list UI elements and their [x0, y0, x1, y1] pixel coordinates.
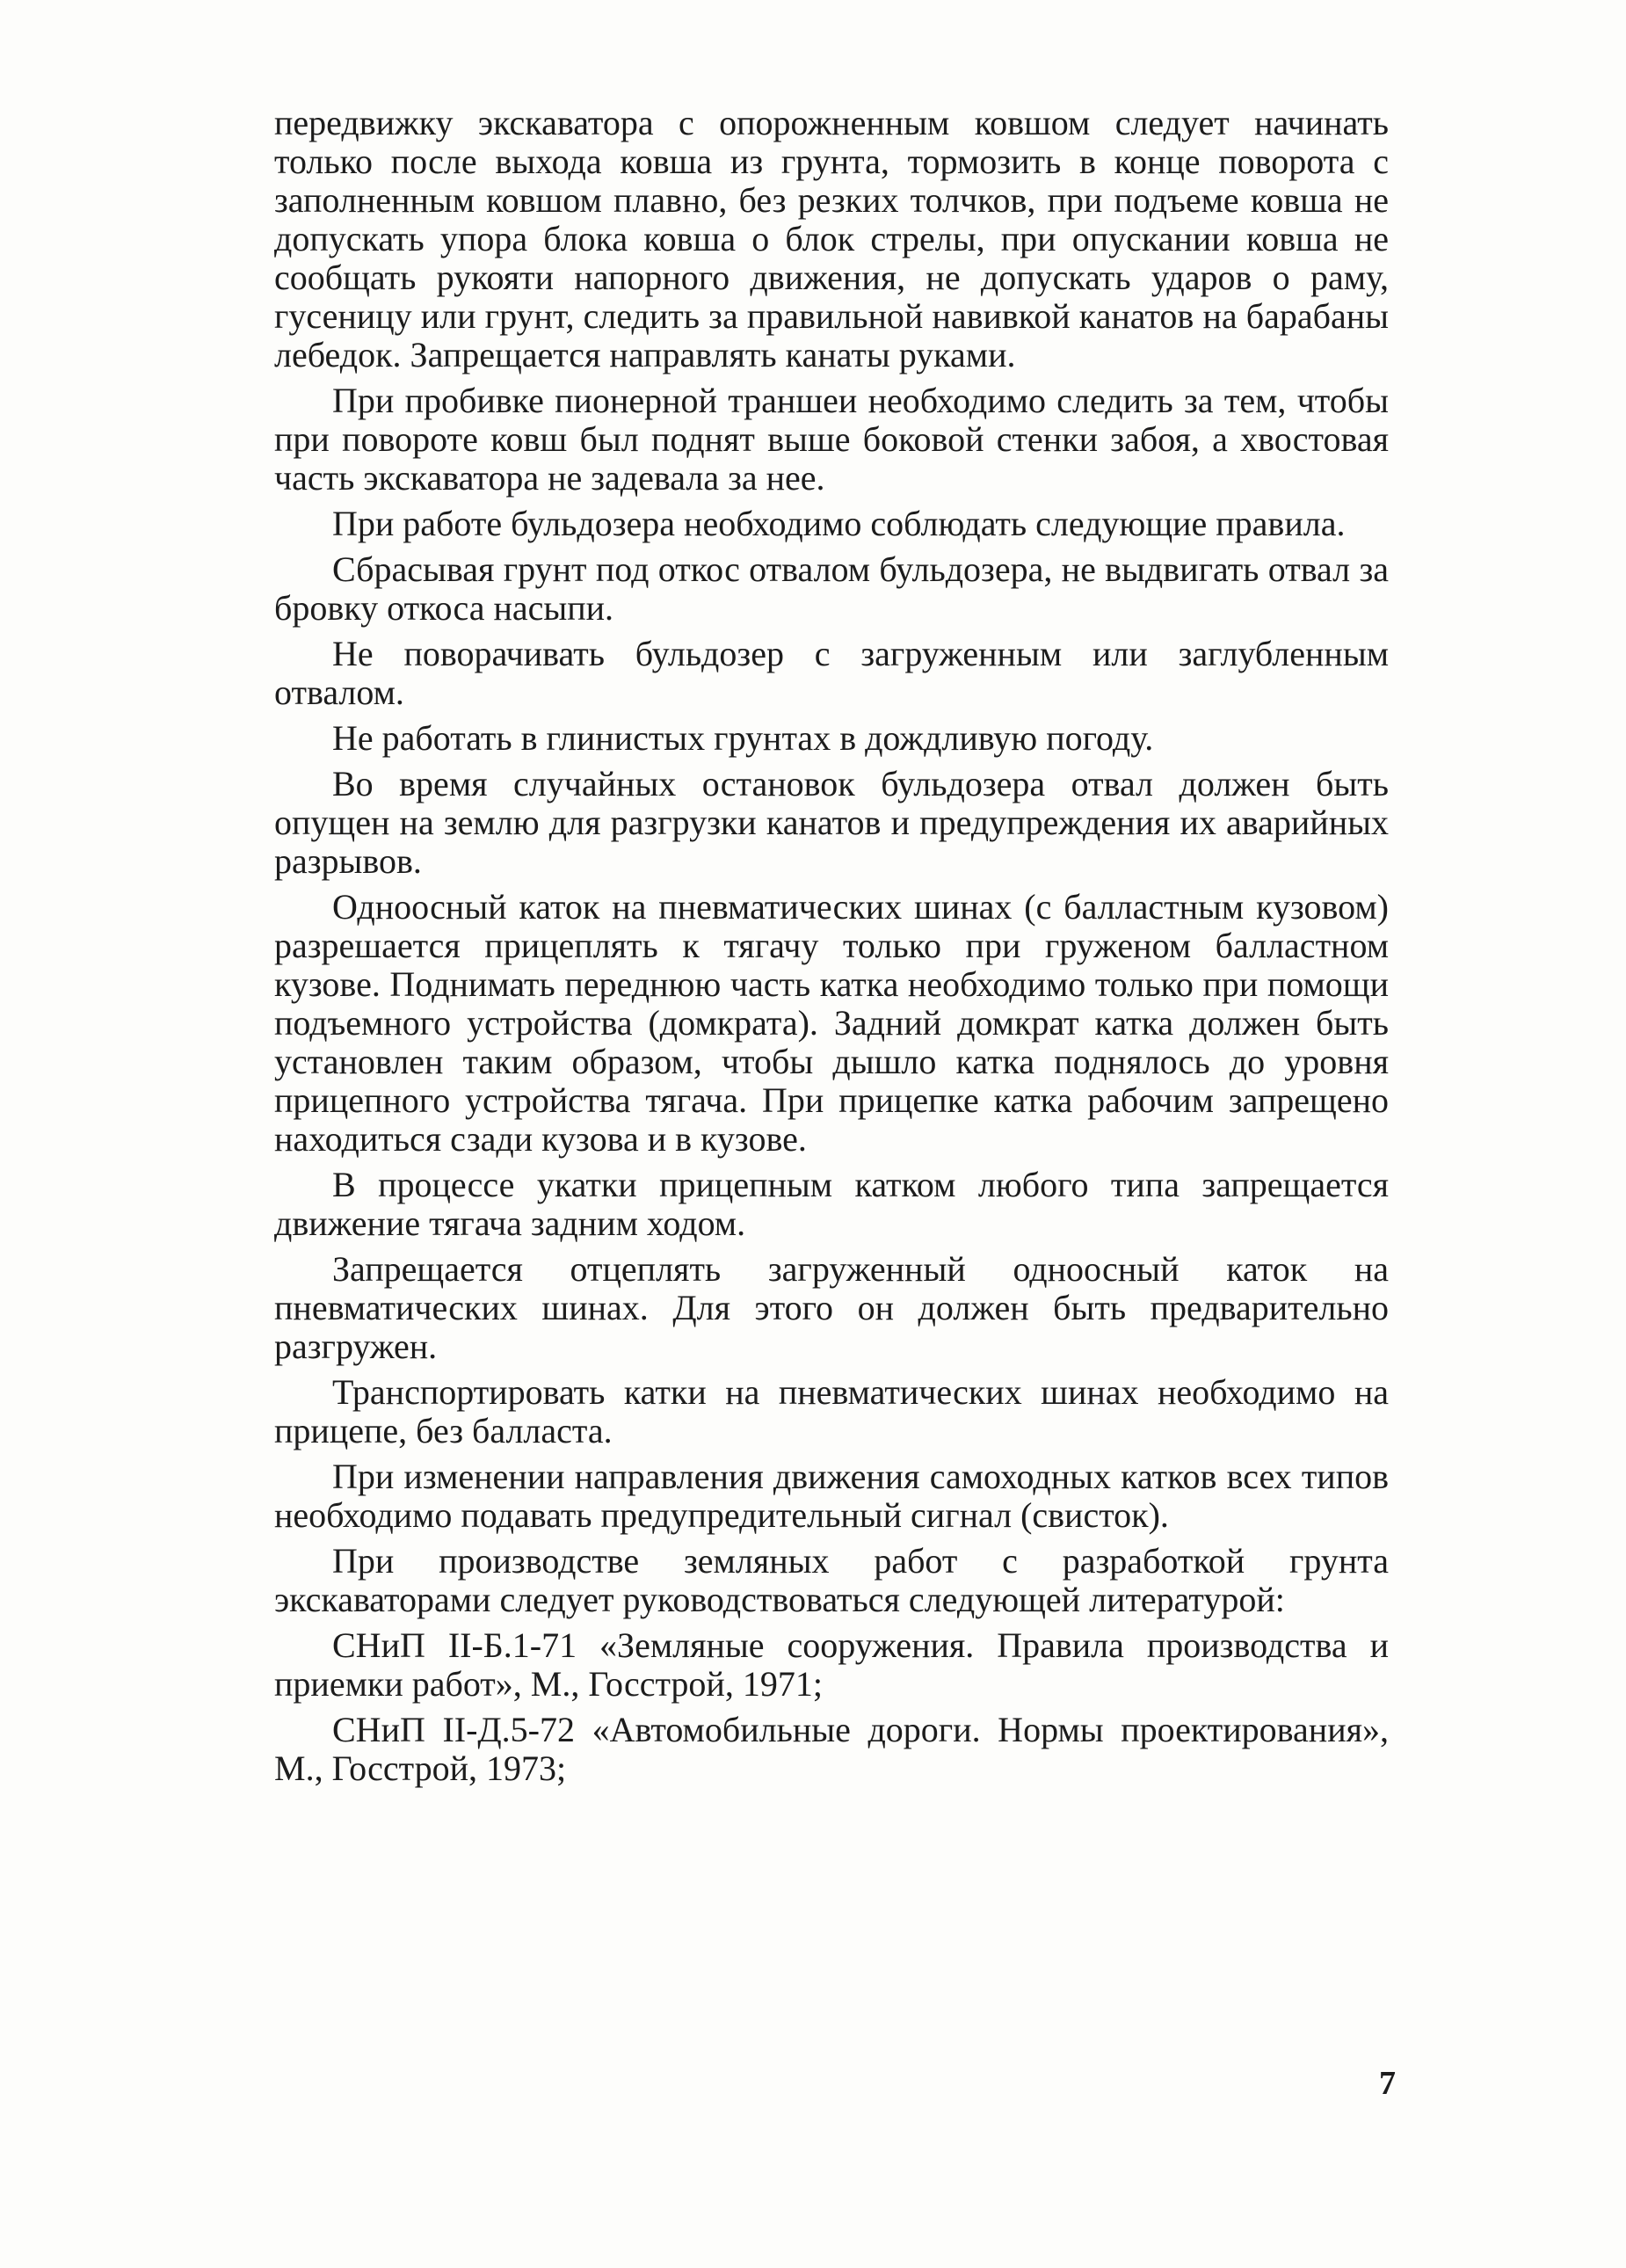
paragraph: При работе бульдозера необходимо соблюдать следующие правила. — [332, 504, 1346, 543]
paragraph: В процессе укатки прицепным катком любого типа запрещается движение тягача задним ходом. — [274, 1165, 1389, 1243]
reference-item: СНиП II-Б.1-71 «Земляные сооружения. Правила производства и приемки работ», М., Госстрой, 1971; — [274, 1625, 1389, 1704]
paragraph: При изменении направления движения самоходных катков всех типов необходимо подавать предупредительный сигнал (свисток). — [274, 1457, 1389, 1535]
paragraph: передвижку экскаватора с опорожненным ковшом следует начинать только после выхода ковша из грунта, тормозить в конце поворота с заполненным ковшом плавно, без резких толчков, при подъеме ковша не допускать упора блока ковша о блок стрелы, при опускании ковша не сообщать рукояти напорного движения, не допускать ударов о раму, гусеницу или грунт, следить за правильной навивкой канатов на барабаны лебедок. Запрещается направлять канаты руками. — [274, 103, 1389, 374]
body-text — [274, 104, 1389, 1795]
paragraph: Не работать в глинистых грунтах в дождливую погоду. — [332, 718, 1154, 758]
page-number: 7 — [1379, 2065, 1396, 2102]
paragraph: Запрещается отцеплять загруженный одноосный каток на пневматических шинах. Для этого он должен быть предварительно разгружен. — [274, 1249, 1389, 1366]
paragraph: Во время случайных остановок бульдозера отвал должен быть опущен на землю для разгрузки канатов и предупреждения их аварийных разрывов. — [274, 764, 1389, 881]
paragraph: Транспортировать катки на пневматических шинах необходимо на прицепе, без балласта. — [274, 1372, 1389, 1450]
paragraph: Одноосный каток на пневматических шинах (с балластным кузовом) разрешается прицеплять к тягачу только при груженом балластном кузове. Поднимать переднюю часть катка необходимо только при помощи подъемного устройства (домкрата). Задний домкрат катка должен быть установлен таким образом, чтобы дышло катка поднялось до уровня прицепного устройства тягача. При прицепке катка рабочим запрещено находиться сзади кузова и в кузове. — [274, 887, 1389, 1159]
reference-item: СНиП II-Д.5-72 «Автомобильные дороги. Нормы проектирования», М., Госстрой, 1973; — [274, 1710, 1389, 1788]
paragraph: При производстве земляных работ с разработкой грунта экскаваторами следует руководствоваться следующей литературой: — [274, 1541, 1389, 1619]
paragraph: При пробивке пионерной траншеи необходимо следить за тем, чтобы при повороте ковш был поднят выше боковой стенки забоя, а хвостовая часть экскаватора не задевала за нее. — [274, 381, 1389, 498]
paragraph: Сбрасывая грунт под откос отвалом бульдозера, не выдвигать отвал за бровку откоса насыпи. — [274, 549, 1389, 628]
paragraph: Не поворачивать бульдозер с загруженным или заглубленным отвалом. — [274, 634, 1389, 712]
